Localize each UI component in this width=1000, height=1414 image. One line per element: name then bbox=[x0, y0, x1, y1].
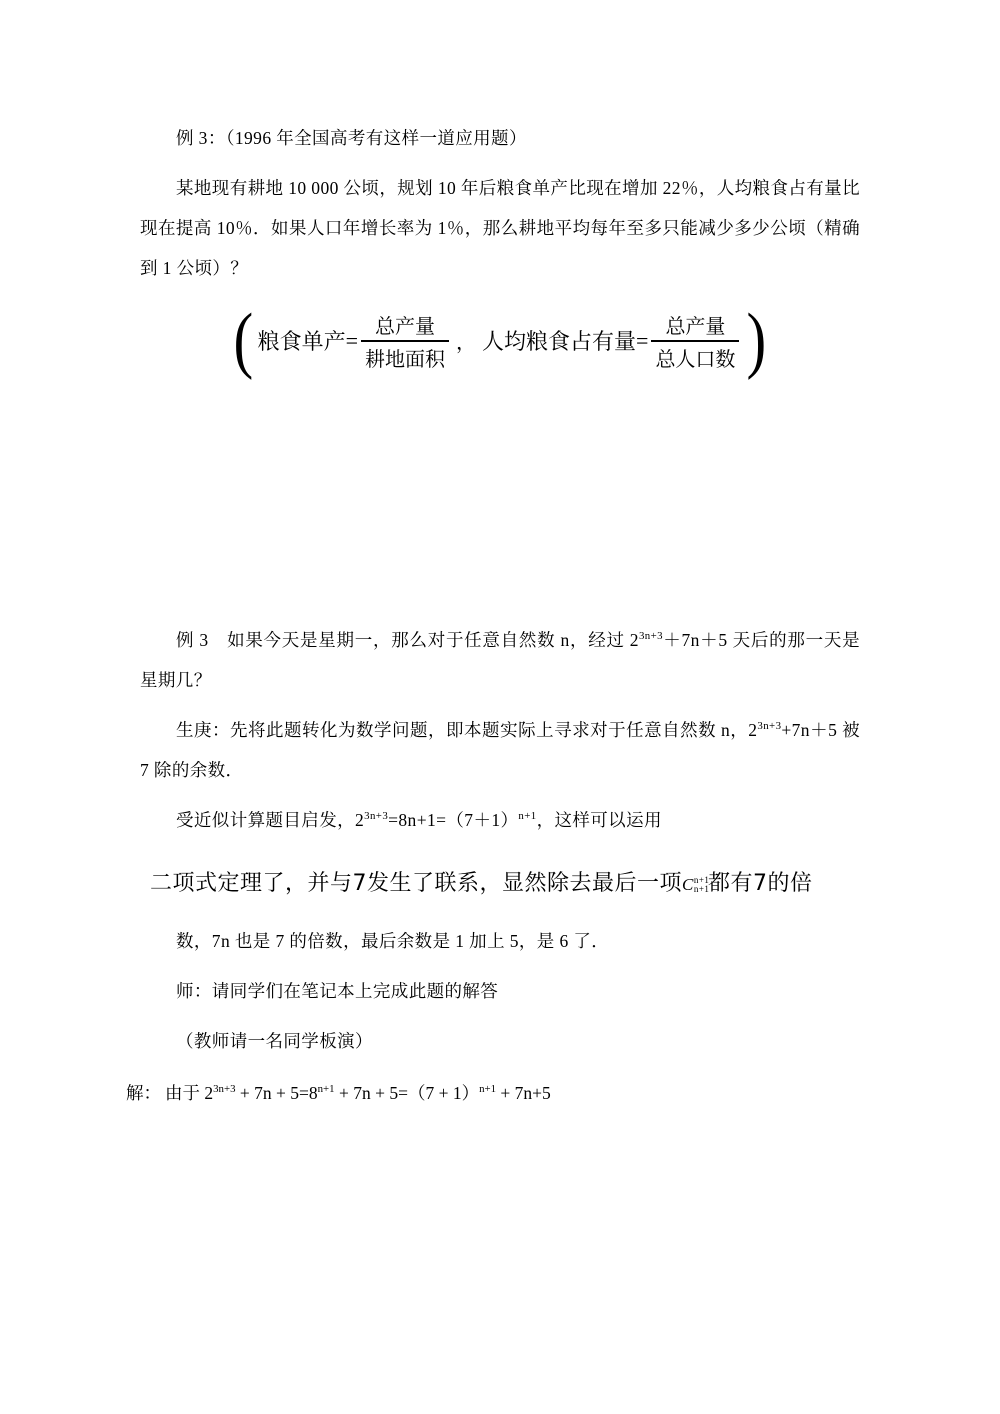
solution-prefix: 由于 2 bbox=[165, 1082, 214, 1103]
formula-inner bbox=[229, 298, 771, 381]
inspiration-exponent-2: n+1 bbox=[518, 809, 537, 822]
left-paren: ( bbox=[233, 298, 254, 381]
formula-block bbox=[140, 298, 860, 381]
student-response-suffix: +7n＋5 被 7 除的余数． bbox=[140, 719, 860, 780]
example-3b-exponent: 3n+3 bbox=[638, 629, 663, 642]
example-3b-statement bbox=[140, 620, 860, 700]
continuation-line: 数，7n 也是 7 的倍数，最后余数是 1 加上 5，是 6 了． bbox=[176, 930, 610, 951]
student-response-prefix: 生庚：先将此题转化为数学问题，即本题实际上寻求对于任意自然数 n，2 bbox=[176, 719, 758, 740]
solution-middle-1: + 7n + 5=8 bbox=[235, 1082, 318, 1103]
formula-term-1-equals: = bbox=[345, 327, 358, 353]
inspiration-suffix: ，这样可以运用 bbox=[536, 809, 662, 830]
solution-middle-3: + 7n+5 bbox=[496, 1082, 551, 1103]
formula-term-1-numerator: 总产量 bbox=[375, 316, 435, 338]
formula-term-2-equals: = bbox=[636, 327, 649, 353]
combination-symbol-group bbox=[682, 867, 708, 903]
document-body bbox=[126, 118, 860, 1130]
inspiration-prefix: 受近似计算题目启发，2 bbox=[176, 809, 365, 830]
vertical-gap bbox=[140, 372, 860, 620]
inspiration-exponent-1: 3n+3 bbox=[364, 809, 389, 822]
solution-exponent-3: n+1 bbox=[479, 1082, 497, 1095]
formula-term-1 bbox=[258, 310, 452, 372]
example-3-header: 例 3：（1996 年全国高考有这样一道应用题） bbox=[176, 128, 527, 148]
combination-superscript: n+1 bbox=[693, 874, 710, 885]
formula-term-2-fraction bbox=[651, 310, 739, 372]
combination-symbol: C bbox=[682, 874, 694, 894]
scrawl-after-text: 都有7的倍 bbox=[708, 870, 813, 896]
solution-exponent-1: 3n+3 bbox=[213, 1082, 236, 1095]
formula-term-2-label: 人均粮食占有量 bbox=[482, 329, 637, 355]
formula-term-2 bbox=[482, 310, 742, 372]
example-3-problem: 某地现有耕地 10 000 公顷，规划 10 年后粮食单产比现在增加 22％，人均粮食占有量比现在提高 10％．如果人口年增长率为 1％，那么耕地平均每年至多只能减少多少公顷（精确到 1 公顷）？ bbox=[140, 178, 860, 278]
formula-term-1-label: 粮食单产 bbox=[257, 329, 346, 355]
inspiration-line bbox=[140, 800, 860, 840]
scrawl-before-text: 二项式定理了，并与7发生了联系，显然除去最后一项 bbox=[150, 870, 682, 896]
combination-indices bbox=[694, 876, 710, 894]
example-3b-prefix: 例 3 如果今天是星期一，那么对于任意自然数 n，经过 2 bbox=[176, 629, 639, 650]
example-3b-suffix: ＋7n＋5 天后的那一天是星期几？ bbox=[140, 629, 860, 690]
parenthetical-note: （教师请一名同学板演） bbox=[176, 1030, 373, 1051]
emphasized-handwritten-line bbox=[150, 866, 860, 903]
formula-term-1-denominator: 耕地面积 bbox=[365, 348, 445, 371]
solution-line bbox=[126, 1073, 860, 1113]
student-response bbox=[140, 710, 860, 790]
formula-separator: ， bbox=[456, 332, 476, 355]
teacher-line: 师：请同学们在笔记本上完成此题的解答 bbox=[176, 980, 499, 1001]
combination-subscript: n+1 bbox=[693, 883, 710, 894]
formula-term-1-fraction bbox=[361, 310, 449, 372]
inspiration-middle: =8n+1=（7＋1） bbox=[388, 809, 519, 830]
formula-term-2-numerator: 总产量 bbox=[665, 316, 726, 338]
solution-middle-2: + 7n + 5=（7 + 1） bbox=[334, 1082, 480, 1103]
formula-term-2-denominator: 总人口数 bbox=[655, 348, 736, 371]
solution-exponent-2: n+1 bbox=[317, 1082, 335, 1095]
right-paren: ) bbox=[746, 298, 767, 381]
solution-label: 解： bbox=[126, 1082, 161, 1103]
student-response-exponent: 3n+3 bbox=[757, 719, 782, 732]
